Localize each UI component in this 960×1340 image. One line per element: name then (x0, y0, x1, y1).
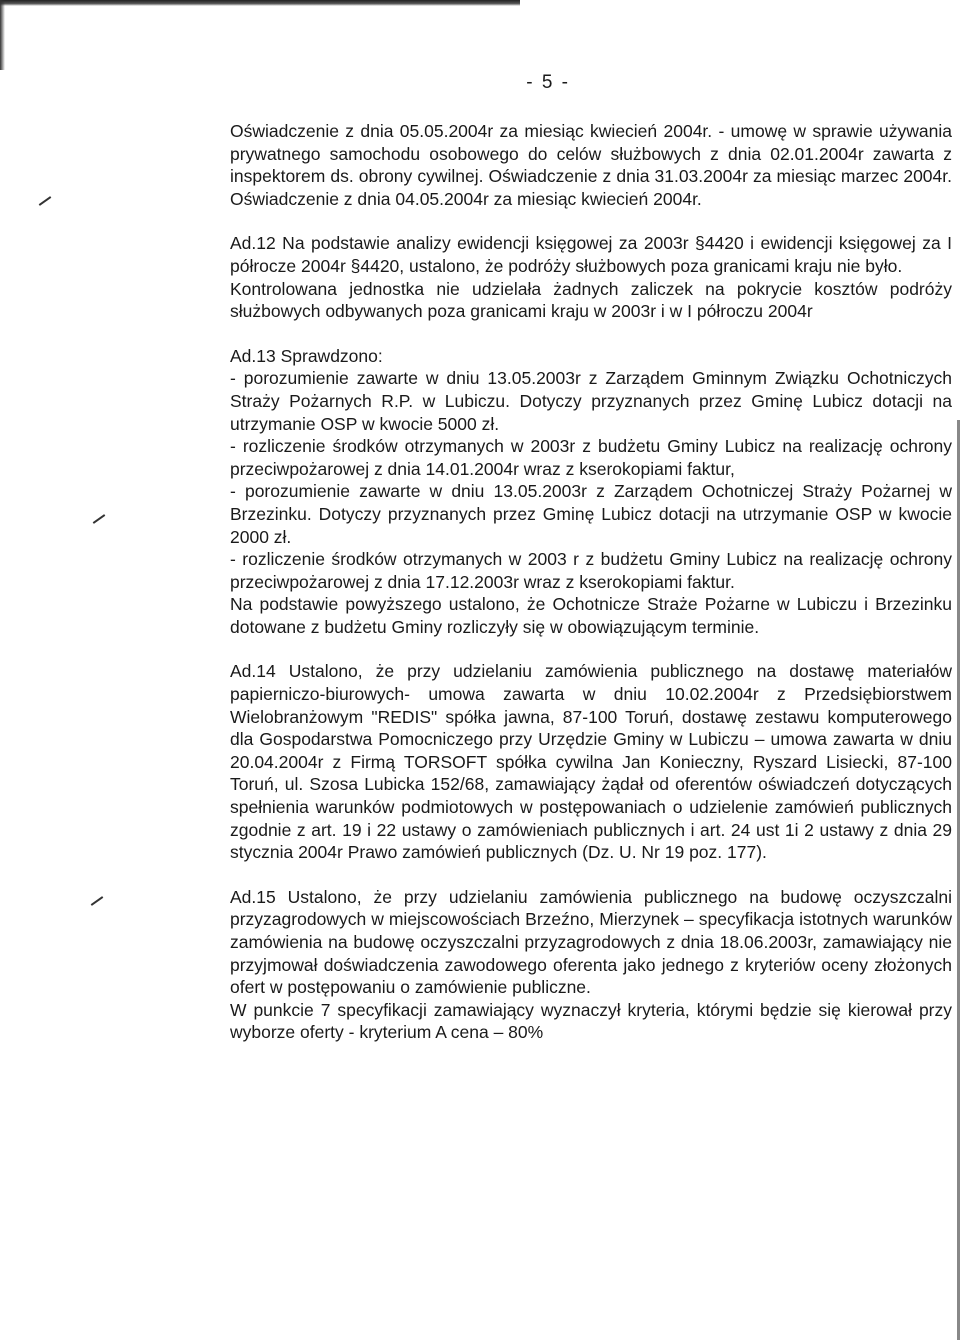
paragraph-rozliczenie-1: - rozliczenie środków otrzymanych w 2003r z budżetu Gminy Lubicz na realizację ochrony przeciwpożarowej z dnia 14.01.2004r wraz z kserokopiami faktur, (230, 436, 952, 479)
scan-edge-top (0, 0, 520, 6)
scan-edge-left (0, 0, 5, 70)
paragraph-conclusion-ad13: Na podstawie powyższego ustalono, że Ochotnicze Straże Pożarne w Lubiczu i Brzezinku dotowane z budżetu Gminy rozliczyły się w obowiązującym terminie. (230, 594, 952, 637)
scan-mark (39, 196, 52, 206)
paragraph-zaliczki: Kontrolowana jednostka nie udzielała żadnych zaliczek na pokrycie kosztów podróży służbowych odbywanych poza granicami kraju w 2003r i w I półroczu 2004r (230, 278, 952, 322)
paragraph-kryteria: W punkcie 7 specyfikacji zamawiający wyznaczył kryteria, którymi będzie się kierował przy wyborze oferty - kryterium A cena – 80% (230, 999, 952, 1043)
paragraph-ad13-heading: Ad.13 Sprawdzono: (230, 345, 383, 366)
scan-mark (93, 514, 106, 524)
paragraph-ad14: Ad.14 Ustalono, że przy udzielaniu zamówienia publicznego na dostawę materiałów papierniczo-biurowych- umowa zawarta w dniu 10.02.2004r z Przedsiębiorstwem Wielobranżowym "REDIS" spółka jawna, 87-100 Toruń, dostawę zestawu komputerowego dla Gospodarstwa Pomocniczego przy Urzędzie Gminy w Lubiczu – umowa zawarta w dniu 20.04.2004r z Firmą TORSOFT spółka cywilna Jan Konieczny, Ryszard Lisiecki, 87-100 Toruń, ul. Szosa Lubicka 152/68, zamawiający żądał od oferentów oświadczeń dotyczących spełnienia warunków podmiotowych w postępowaniach o udzielenie zamówień publicznych zgodnie z art. 19 i 22 ustawy o zamówieniach publicznych i art. 24 ust 1i 2 ustawy z dnia 29 stycznia 2004r Prawo zamówień publicznych (Dz. U. Nr 19 poz. 177). (230, 661, 952, 863)
paragraph-porozumienie-brzezinko: - porozumienie zawarte w dniu 13.05.2003r z Zarządem Ochotniczej Straży Pożarnej w Brzezinku. Dotyczy przyznanych przez Gminę Lubicz dotacji na utrzymanie OSP w kwocie 2000 zł. (230, 481, 952, 547)
paragraph-porozumienie-lubicz: - porozumienie zawarte w dniu 13.05.2003r z Zarządem Gminnym Związku Ochotniczych Straży Pożarnych R.P. w Lubiczu. Dotyczy przyznanych przez Gminę Lubicz dotacji na utrzymanie OSP w kwocie 5000 zł. (230, 368, 952, 434)
document-body (230, 120, 952, 1044)
paragraph-oswiadczenia: Oświadczenie z dnia 05.05.2004r za miesiąc kwiecień 2004r. - umowę w sprawie używania prywatnego samochodu osobowego do celów służbowych z dnia 02.01.2004r zawarta z inspektorem ds. obrony cywilnej. Oświadczenie z dnia 31.03.2004r za miesiąc marzec 2004r. Oświadczenie z dnia 04.05.2004r za miesiąc kwiecień 2004r. (230, 121, 952, 209)
page-number: - 5 - (526, 72, 570, 93)
paragraph-ad12: Ad.12 Na podstawie analizy ewidencji księgowej za 2003r §4420 i ewidencji księgowej za I półrocze 2004r §4420, ustalono, że podróży służbowych poza granicami kraju nie było. (230, 233, 952, 276)
scan-mark (91, 896, 104, 906)
paragraph-rozliczenie-2: - rozliczenie środków otrzymanych w 2003 r z budżetu Gminy Lubicz na realizację ochrony przeciwpożarowej z dnia 17.12.2003r wraz z kserokopiami faktur. (230, 549, 952, 592)
paragraph-ad15: Ad.15 Ustalono, że przy udzielaniu zamówienia publicznego na budowę oczyszczalni przyzagrodowych w miejscowościach Brzeźno, Mierzynek – specyfikacja istotnych warunków zamówienia na budowę oczyszczalni przyzagrodowych z dnia 18.06.2003r, zamawiający nie przyjmował doświadczenia zawodowego oferenta jako jednego z kryteriów oceny złożonych ofert w postępowaniu o zamówienie publiczne. (230, 886, 952, 998)
